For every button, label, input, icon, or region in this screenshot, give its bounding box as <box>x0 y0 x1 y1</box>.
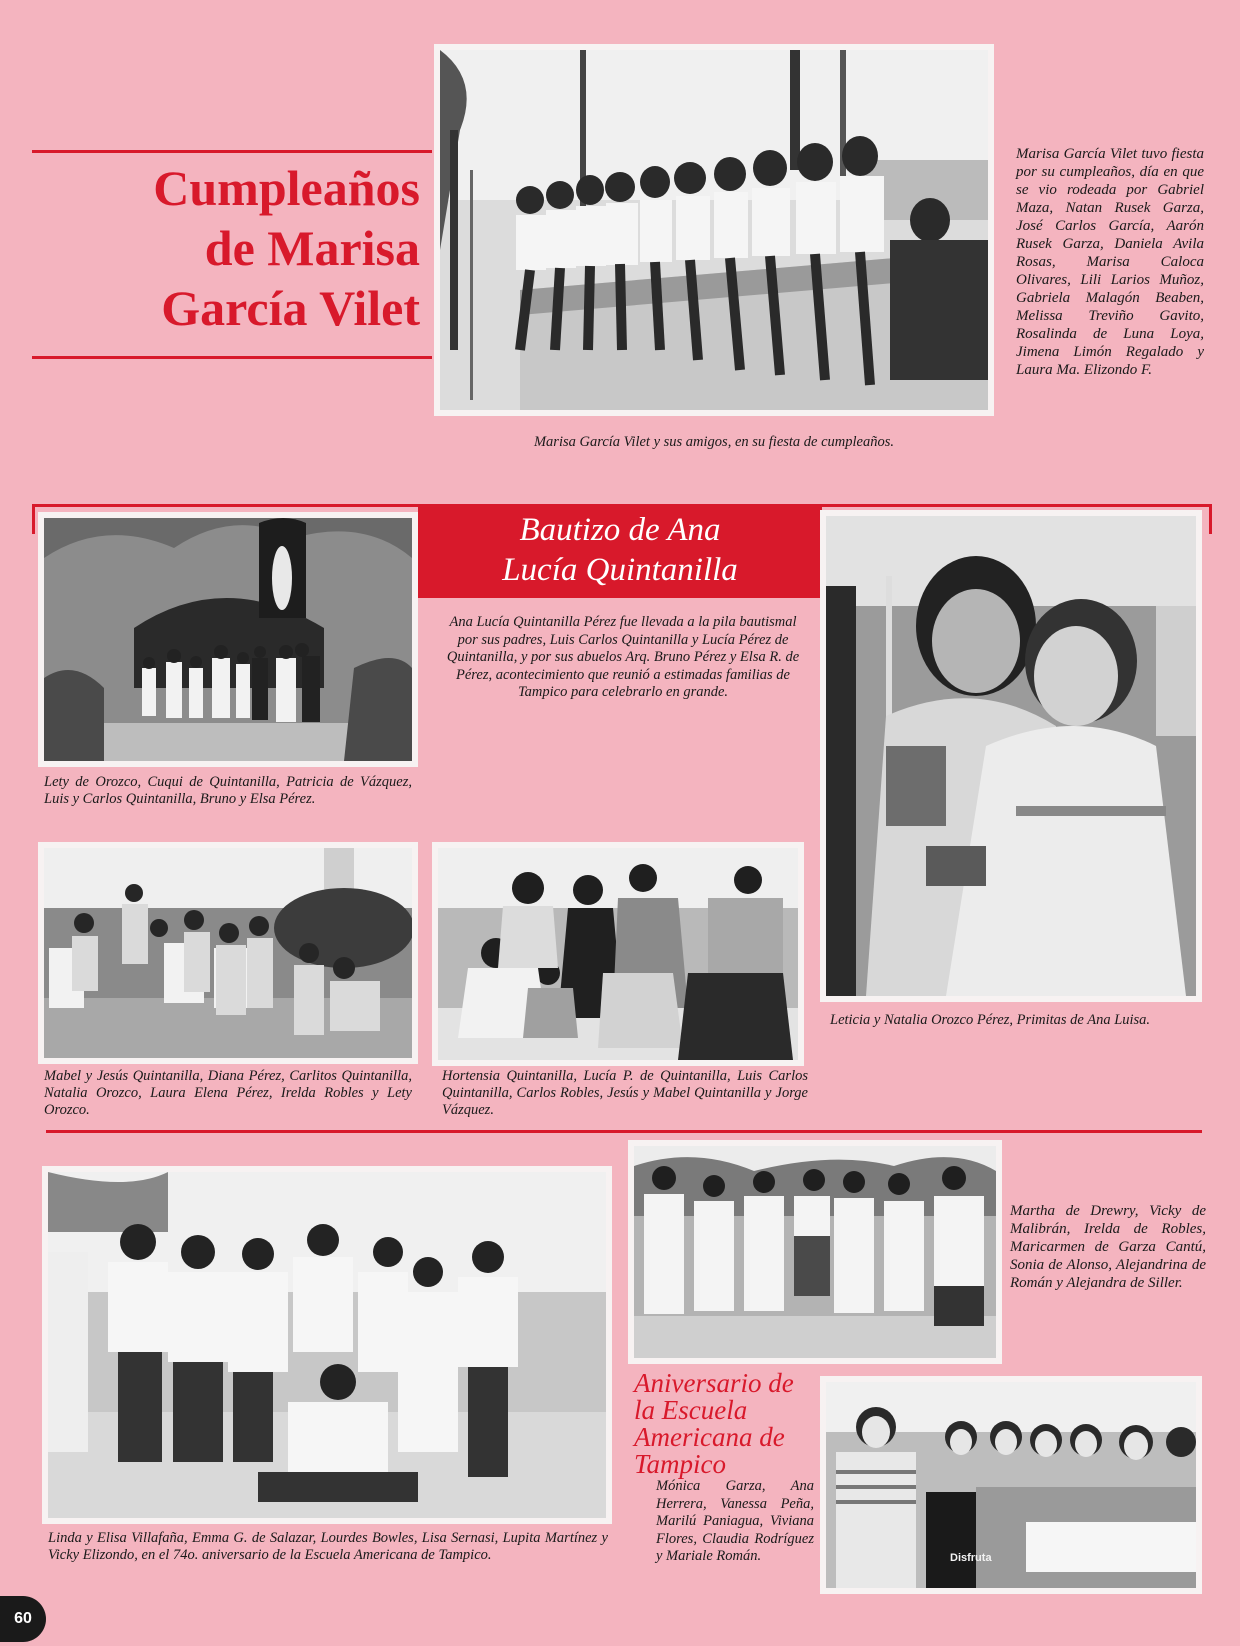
title-rule-bottom <box>32 356 432 359</box>
photo-seven-women <box>634 1146 996 1358</box>
photo-school-girls <box>826 1382 1196 1588</box>
caption-ladies-group: Linda y Elisa Villafaña, Emma G. de Salazar, Lourdes Bowles, Lisa Sernasi, Lupita Martínez y Vicky Elizondo, en el 74o. aniversario de la Escuela Americana de Tampico. <box>48 1530 608 1563</box>
caption-school-girls: Mónica Garza, Ana Herrera, Vanessa Peña, Marilú Paniagua, Viviana Flores, Claudia Rodríguez y Mariale Román. <box>656 1478 814 1564</box>
photo-grotto-family <box>44 518 412 761</box>
title-line-2: de Marisa <box>204 220 420 276</box>
photo-kids-in-garden <box>44 848 412 1058</box>
aniversario-title-line-3: Americana de <box>634 1422 785 1452</box>
bautizo-title-line-2: Lucía Quintanilla <box>502 552 738 588</box>
title-line-3: García Vilet <box>161 280 420 336</box>
bautizo-title <box>418 506 822 598</box>
caption-adults-at-table: Hortensia Quintanilla, Lucía P. de Quintanilla, Luis Carlos Quintanilla, Carlos Robles, Jesús y Mabel Quintanilla y Jorge Vázquez. <box>442 1068 808 1118</box>
caption-birthday-photo: Marisa García Vilet y sus amigos, en su fiesta de cumpleaños. <box>533 434 895 450</box>
aniversario-title <box>634 1370 834 1478</box>
title-line-1: Cumpleaños <box>153 160 420 216</box>
caption-kids-in-garden: Mabel y Jesús Quintanilla, Diana Pérez, Carlitos Quintanilla, Natalia Orozco, Laura Elena Pérez, Irelda Robles y Lety Orozco. <box>44 1068 412 1118</box>
aniversario-title-line-1: Aniversario de <box>634 1368 794 1398</box>
bautizo-rule-left <box>32 504 35 534</box>
aniversario-title-line-2: la Escuela <box>634 1395 748 1425</box>
aniversario-rule <box>46 1130 1202 1133</box>
bautizo-rule-right <box>1209 504 1212 534</box>
photo-birthday-kids-on-wall <box>440 50 988 410</box>
caption-seven-women: Martha de Drewry, Vicky de Malibrán, Irelda de Robles, Maricarmen de Garza Cantú, Sonia de Alonso, Alejandrina de Román y Alejandra de Siller. <box>1010 1203 1206 1291</box>
photo-two-girls <box>826 516 1196 996</box>
bautizo-title-line-1: Bautizo de Ana <box>519 512 721 548</box>
photo-ladies-group-visors <box>48 1172 606 1518</box>
aniversario-title-line-4: Tampico <box>634 1449 727 1479</box>
photo-adults-at-table <box>438 848 798 1060</box>
birthday-guest-list: Marisa García Vilet tuvo fiesta por su cumpleaños, día en que se vio rodeada por Gabriel Maza, Natan Rusek Garza, José Carlos García, Aarón Rusek Garza, Daniela Avila Rosas, Marisa Caloca Olivares, Lili Larios Muñoz, Gabriela Malagón Beaben, Melissa Treviño Gavito, Rosalinda de Luna Loya, Jimena Limón Regalado y Laura Ma. Elizondo F. <box>1016 146 1204 378</box>
title-rule-top <box>32 150 432 153</box>
caption-grotto: Lety de Orozco, Cuqui de Quintanilla, Patricia de Vázquez, Luis y Carlos Quintanilla, Bruno y Elsa Pérez. <box>44 774 412 807</box>
caption-two-girls: Leticia y Natalia Orozco Pérez, Primitas de Ana Luisa. <box>830 1012 1151 1028</box>
birthday-title <box>40 158 420 338</box>
bautizo-intro: Ana Lucía Quintanilla Pérez fue llevada a la pila bautismal por sus padres, Luis Carlos Quintanilla y Lucía Pérez de Quintanilla, y por sus abuelos Arq. Bruno Pérez y Elsa R. de Pérez, acontecimiento que reunió a estimadas familias de Tampico para celebrarlo en grande. <box>446 614 800 700</box>
page-number: 60 <box>0 1596 46 1642</box>
drink-sign-text: Disfruta <box>950 1552 992 1564</box>
